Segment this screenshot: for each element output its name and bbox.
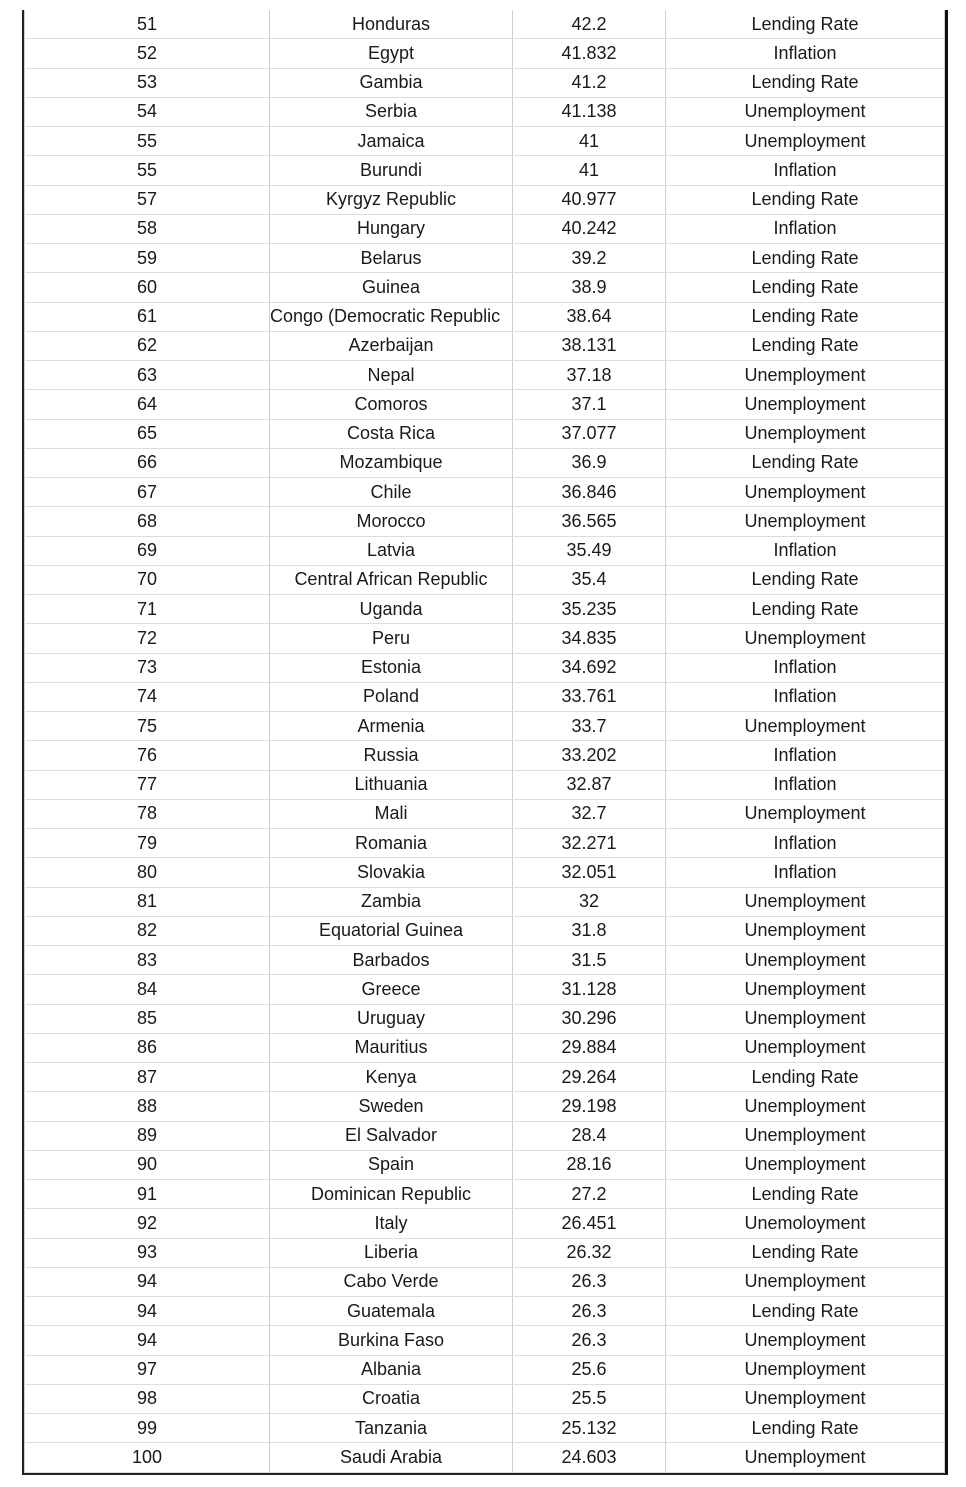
indicator-cell: Unemployment [666,624,945,653]
table-row [25,302,945,331]
country-cell: El Salvador [270,1121,513,1150]
value-cell: 32.271 [513,829,666,858]
value-cell: 38.64 [513,302,666,331]
country-cell: Croatia [270,1384,513,1413]
indicator-cell: Lending Rate [666,595,945,624]
value-cell: 33.202 [513,741,666,770]
rank-cell: 64 [25,390,270,419]
indicator-cell: Unemployment [666,507,945,536]
table-row [25,565,945,594]
indicator-cell: Unemployment [666,916,945,945]
value-cell: 32.051 [513,858,666,887]
country-cell: Barbados [270,946,513,975]
indicator-cell: Inflation [666,770,945,799]
country-cell: Cabo Verde [270,1267,513,1296]
indicator-cell: Inflation [666,741,945,770]
table-row [25,97,945,126]
table-row [25,1238,945,1267]
rank-cell: 74 [25,682,270,711]
indicator-cell: Lending Rate [666,1414,945,1443]
table-row [25,214,945,243]
table-row [25,653,945,682]
country-cell: Tanzania [270,1414,513,1443]
rank-cell: 98 [25,1384,270,1413]
value-cell: 26.32 [513,1238,666,1267]
indicator-cell: Inflation [666,858,945,887]
indicator-cell: Lending Rate [666,185,945,214]
country-cell: Guinea [270,273,513,302]
table-row [25,1092,945,1121]
country-cell: Belarus [270,244,513,273]
value-cell: 42.2 [513,10,666,39]
value-cell: 35.49 [513,536,666,565]
indicator-cell: Unemployment [666,946,945,975]
rank-cell: 73 [25,653,270,682]
value-cell: 39.2 [513,244,666,273]
country-cell: Azerbaijan [270,331,513,360]
indicator-cell: Inflation [666,214,945,243]
indicator-cell: Inflation [666,829,945,858]
value-cell: 37.18 [513,361,666,390]
country-cell: Congo (Democratic Republic [270,302,513,331]
country-cell: Jamaica [270,127,513,156]
table-row [25,1355,945,1384]
value-cell: 25.6 [513,1355,666,1384]
value-cell: 32 [513,887,666,916]
rank-cell: 93 [25,1238,270,1267]
table-row [25,682,945,711]
country-cell: Armenia [270,712,513,741]
indicator-cell: Inflation [666,39,945,68]
table-row [25,858,945,887]
table-row [25,595,945,624]
table-row [25,390,945,419]
country-cell: Sweden [270,1092,513,1121]
country-cell: Estonia [270,653,513,682]
indicator-cell: Unemployment [666,127,945,156]
indicator-cell: Unemployment [666,1121,945,1150]
value-cell: 38.9 [513,273,666,302]
indicator-cell: Unemployment [666,390,945,419]
country-cell: Italy [270,1209,513,1238]
indicator-cell: Unemployment [666,1150,945,1179]
rank-cell: 78 [25,799,270,828]
rank-cell: 55 [25,156,270,185]
country-cell: Gambia [270,68,513,97]
value-cell: 31.128 [513,975,666,1004]
ranking-table-body [25,10,945,1472]
value-cell: 36.9 [513,448,666,477]
rank-cell: 51 [25,10,270,39]
country-cell: Morocco [270,507,513,536]
country-cell: Mali [270,799,513,828]
rank-cell: 97 [25,1355,270,1384]
country-cell: Serbia [270,97,513,126]
country-cell: Liberia [270,1238,513,1267]
country-cell: Chile [270,478,513,507]
table-row [25,273,945,302]
table-row [25,887,945,916]
value-cell: 25.5 [513,1384,666,1413]
value-cell: 36.565 [513,507,666,536]
rank-cell: 75 [25,712,270,741]
rank-cell: 86 [25,1033,270,1062]
country-cell: Burkina Faso [270,1326,513,1355]
indicator-cell: Unemployment [666,712,945,741]
table-row [25,536,945,565]
table-row [25,1414,945,1443]
value-cell: 29.884 [513,1033,666,1062]
value-cell: 41.138 [513,97,666,126]
value-cell: 34.835 [513,624,666,653]
rank-cell: 92 [25,1209,270,1238]
rank-cell: 60 [25,273,270,302]
indicator-cell: Unemployment [666,1326,945,1355]
table-row [25,1267,945,1296]
country-cell: Equatorial Guinea [270,916,513,945]
indicator-cell: Lending Rate [666,244,945,273]
value-cell: 33.761 [513,682,666,711]
country-cell: Burundi [270,156,513,185]
rank-cell: 94 [25,1326,270,1355]
country-cell: Spain [270,1150,513,1179]
country-cell: Mauritius [270,1033,513,1062]
indicator-cell: Unemployment [666,799,945,828]
table-row [25,1063,945,1092]
country-cell: Romania [270,829,513,858]
indicator-cell: Unemployment [666,478,945,507]
country-cell: Greece [270,975,513,1004]
value-cell: 32.7 [513,799,666,828]
rank-cell: 80 [25,858,270,887]
country-cell: Kyrgyz Republic [270,185,513,214]
value-cell: 35.4 [513,565,666,594]
table-row [25,185,945,214]
rank-cell: 61 [25,302,270,331]
value-cell: 30.296 [513,1004,666,1033]
country-cell: Saudi Arabia [270,1443,513,1472]
rank-cell: 53 [25,68,270,97]
country-cell: Russia [270,741,513,770]
value-cell: 31.8 [513,916,666,945]
rank-cell: 76 [25,741,270,770]
value-cell: 41.832 [513,39,666,68]
country-cell: Uganda [270,595,513,624]
table-row [25,331,945,360]
table-row [25,156,945,185]
value-cell: 32.87 [513,770,666,799]
country-cell: Slovakia [270,858,513,887]
table-row [25,1004,945,1033]
indicator-cell: Lending Rate [666,273,945,302]
rank-cell: 94 [25,1267,270,1296]
table-row [25,127,945,156]
rank-cell: 65 [25,419,270,448]
value-cell: 29.264 [513,1063,666,1092]
value-cell: 35.235 [513,595,666,624]
value-cell: 25.132 [513,1414,666,1443]
value-cell: 33.7 [513,712,666,741]
value-cell: 36.846 [513,478,666,507]
rank-cell: 99 [25,1414,270,1443]
rank-cell: 71 [25,595,270,624]
country-cell: Central African Republic [270,565,513,594]
country-cell: Guatemala [270,1297,513,1326]
indicator-cell: Unemployment [666,975,945,1004]
rank-cell: 70 [25,565,270,594]
rank-cell: 55 [25,127,270,156]
table-row [25,1443,945,1472]
rank-cell: 82 [25,916,270,945]
value-cell: 37.077 [513,419,666,448]
value-cell: 31.5 [513,946,666,975]
indicator-cell: Lending Rate [666,302,945,331]
table-row [25,1209,945,1238]
rank-cell: 52 [25,39,270,68]
table-row [25,1033,945,1062]
table-row [25,244,945,273]
indicator-cell: Lending Rate [666,10,945,39]
indicator-cell: Unemployment [666,1384,945,1413]
rank-cell: 94 [25,1297,270,1326]
indicator-cell: Unemployment [666,361,945,390]
value-cell: 26.451 [513,1209,666,1238]
rank-cell: 87 [25,1063,270,1092]
country-cell: Peru [270,624,513,653]
value-cell: 29.198 [513,1092,666,1121]
value-cell: 26.3 [513,1297,666,1326]
indicator-cell: Inflation [666,682,945,711]
rank-cell: 89 [25,1121,270,1150]
table-row [25,975,945,1004]
indicator-cell: Unemoloyment [666,1209,945,1238]
country-cell: Mozambique [270,448,513,477]
indicator-cell: Unemployment [666,1267,945,1296]
ranking-table-sheet [22,10,948,1475]
country-cell: Latvia [270,536,513,565]
value-cell: 41 [513,127,666,156]
table-row [25,1180,945,1209]
table-row [25,829,945,858]
table-row [25,68,945,97]
indicator-cell: Unemployment [666,1033,945,1062]
rank-cell: 63 [25,361,270,390]
country-cell: Hungary [270,214,513,243]
country-cell: Lithuania [270,770,513,799]
country-cell: Nepal [270,361,513,390]
rank-cell: 57 [25,185,270,214]
value-cell: 26.3 [513,1326,666,1355]
value-cell: 34.692 [513,653,666,682]
indicator-cell: Lending Rate [666,1238,945,1267]
table-row [25,799,945,828]
table-row [25,741,945,770]
value-cell: 38.131 [513,331,666,360]
indicator-cell: Lending Rate [666,68,945,97]
table-row [25,712,945,741]
country-cell: Dominican Republic [270,1180,513,1209]
rank-cell: 54 [25,97,270,126]
table-row [25,10,945,39]
value-cell: 41 [513,156,666,185]
indicator-cell: Lending Rate [666,565,945,594]
rank-cell: 88 [25,1092,270,1121]
table-row [25,507,945,536]
rank-cell: 83 [25,946,270,975]
value-cell: 40.242 [513,214,666,243]
rank-cell: 84 [25,975,270,1004]
indicator-cell: Unemployment [666,97,945,126]
table-row [25,448,945,477]
indicator-cell: Unemployment [666,1004,945,1033]
country-cell: Honduras [270,10,513,39]
table-row [25,1297,945,1326]
rank-cell: 68 [25,507,270,536]
table-row [25,916,945,945]
table-row [25,946,945,975]
rank-cell: 81 [25,887,270,916]
value-cell: 41.2 [513,68,666,97]
value-cell: 24.603 [513,1443,666,1472]
indicator-cell: Unemployment [666,419,945,448]
indicator-cell: Unemployment [666,887,945,916]
rank-cell: 58 [25,214,270,243]
rank-cell: 77 [25,770,270,799]
table-row [25,419,945,448]
value-cell: 28.4 [513,1121,666,1150]
value-cell: 26.3 [513,1267,666,1296]
table-row [25,361,945,390]
indicator-cell: Inflation [666,156,945,185]
value-cell: 40.977 [513,185,666,214]
rank-cell: 100 [25,1443,270,1472]
table-row [25,39,945,68]
indicator-cell: Unemployment [666,1355,945,1384]
rank-cell: 91 [25,1180,270,1209]
table-row [25,1121,945,1150]
rank-cell: 69 [25,536,270,565]
indicator-cell: Lending Rate [666,331,945,360]
rank-cell: 67 [25,478,270,507]
table-row [25,478,945,507]
country-cell: Zambia [270,887,513,916]
table-row [25,1326,945,1355]
ranking-table [24,10,945,1473]
indicator-cell: Lending Rate [666,448,945,477]
table-row [25,770,945,799]
rank-cell: 79 [25,829,270,858]
country-cell: Kenya [270,1063,513,1092]
table-row [25,1150,945,1179]
table-row [25,1384,945,1413]
country-cell: Comoros [270,390,513,419]
country-cell: Poland [270,682,513,711]
indicator-cell: Lending Rate [666,1063,945,1092]
indicator-cell: Inflation [666,653,945,682]
value-cell: 28.16 [513,1150,666,1179]
value-cell: 27.2 [513,1180,666,1209]
indicator-cell: Unemployment [666,1443,945,1472]
value-cell: 37.1 [513,390,666,419]
table-row [25,624,945,653]
rank-cell: 66 [25,448,270,477]
rank-cell: 72 [25,624,270,653]
country-cell: Egypt [270,39,513,68]
indicator-cell: Unemployment [666,1092,945,1121]
indicator-cell: Lending Rate [666,1297,945,1326]
indicator-cell: Lending Rate [666,1180,945,1209]
country-cell: Costa Rica [270,419,513,448]
country-cell: Uruguay [270,1004,513,1033]
indicator-cell: Inflation [666,536,945,565]
rank-cell: 59 [25,244,270,273]
rank-cell: 85 [25,1004,270,1033]
rank-cell: 62 [25,331,270,360]
rank-cell: 90 [25,1150,270,1179]
country-cell: Albania [270,1355,513,1384]
